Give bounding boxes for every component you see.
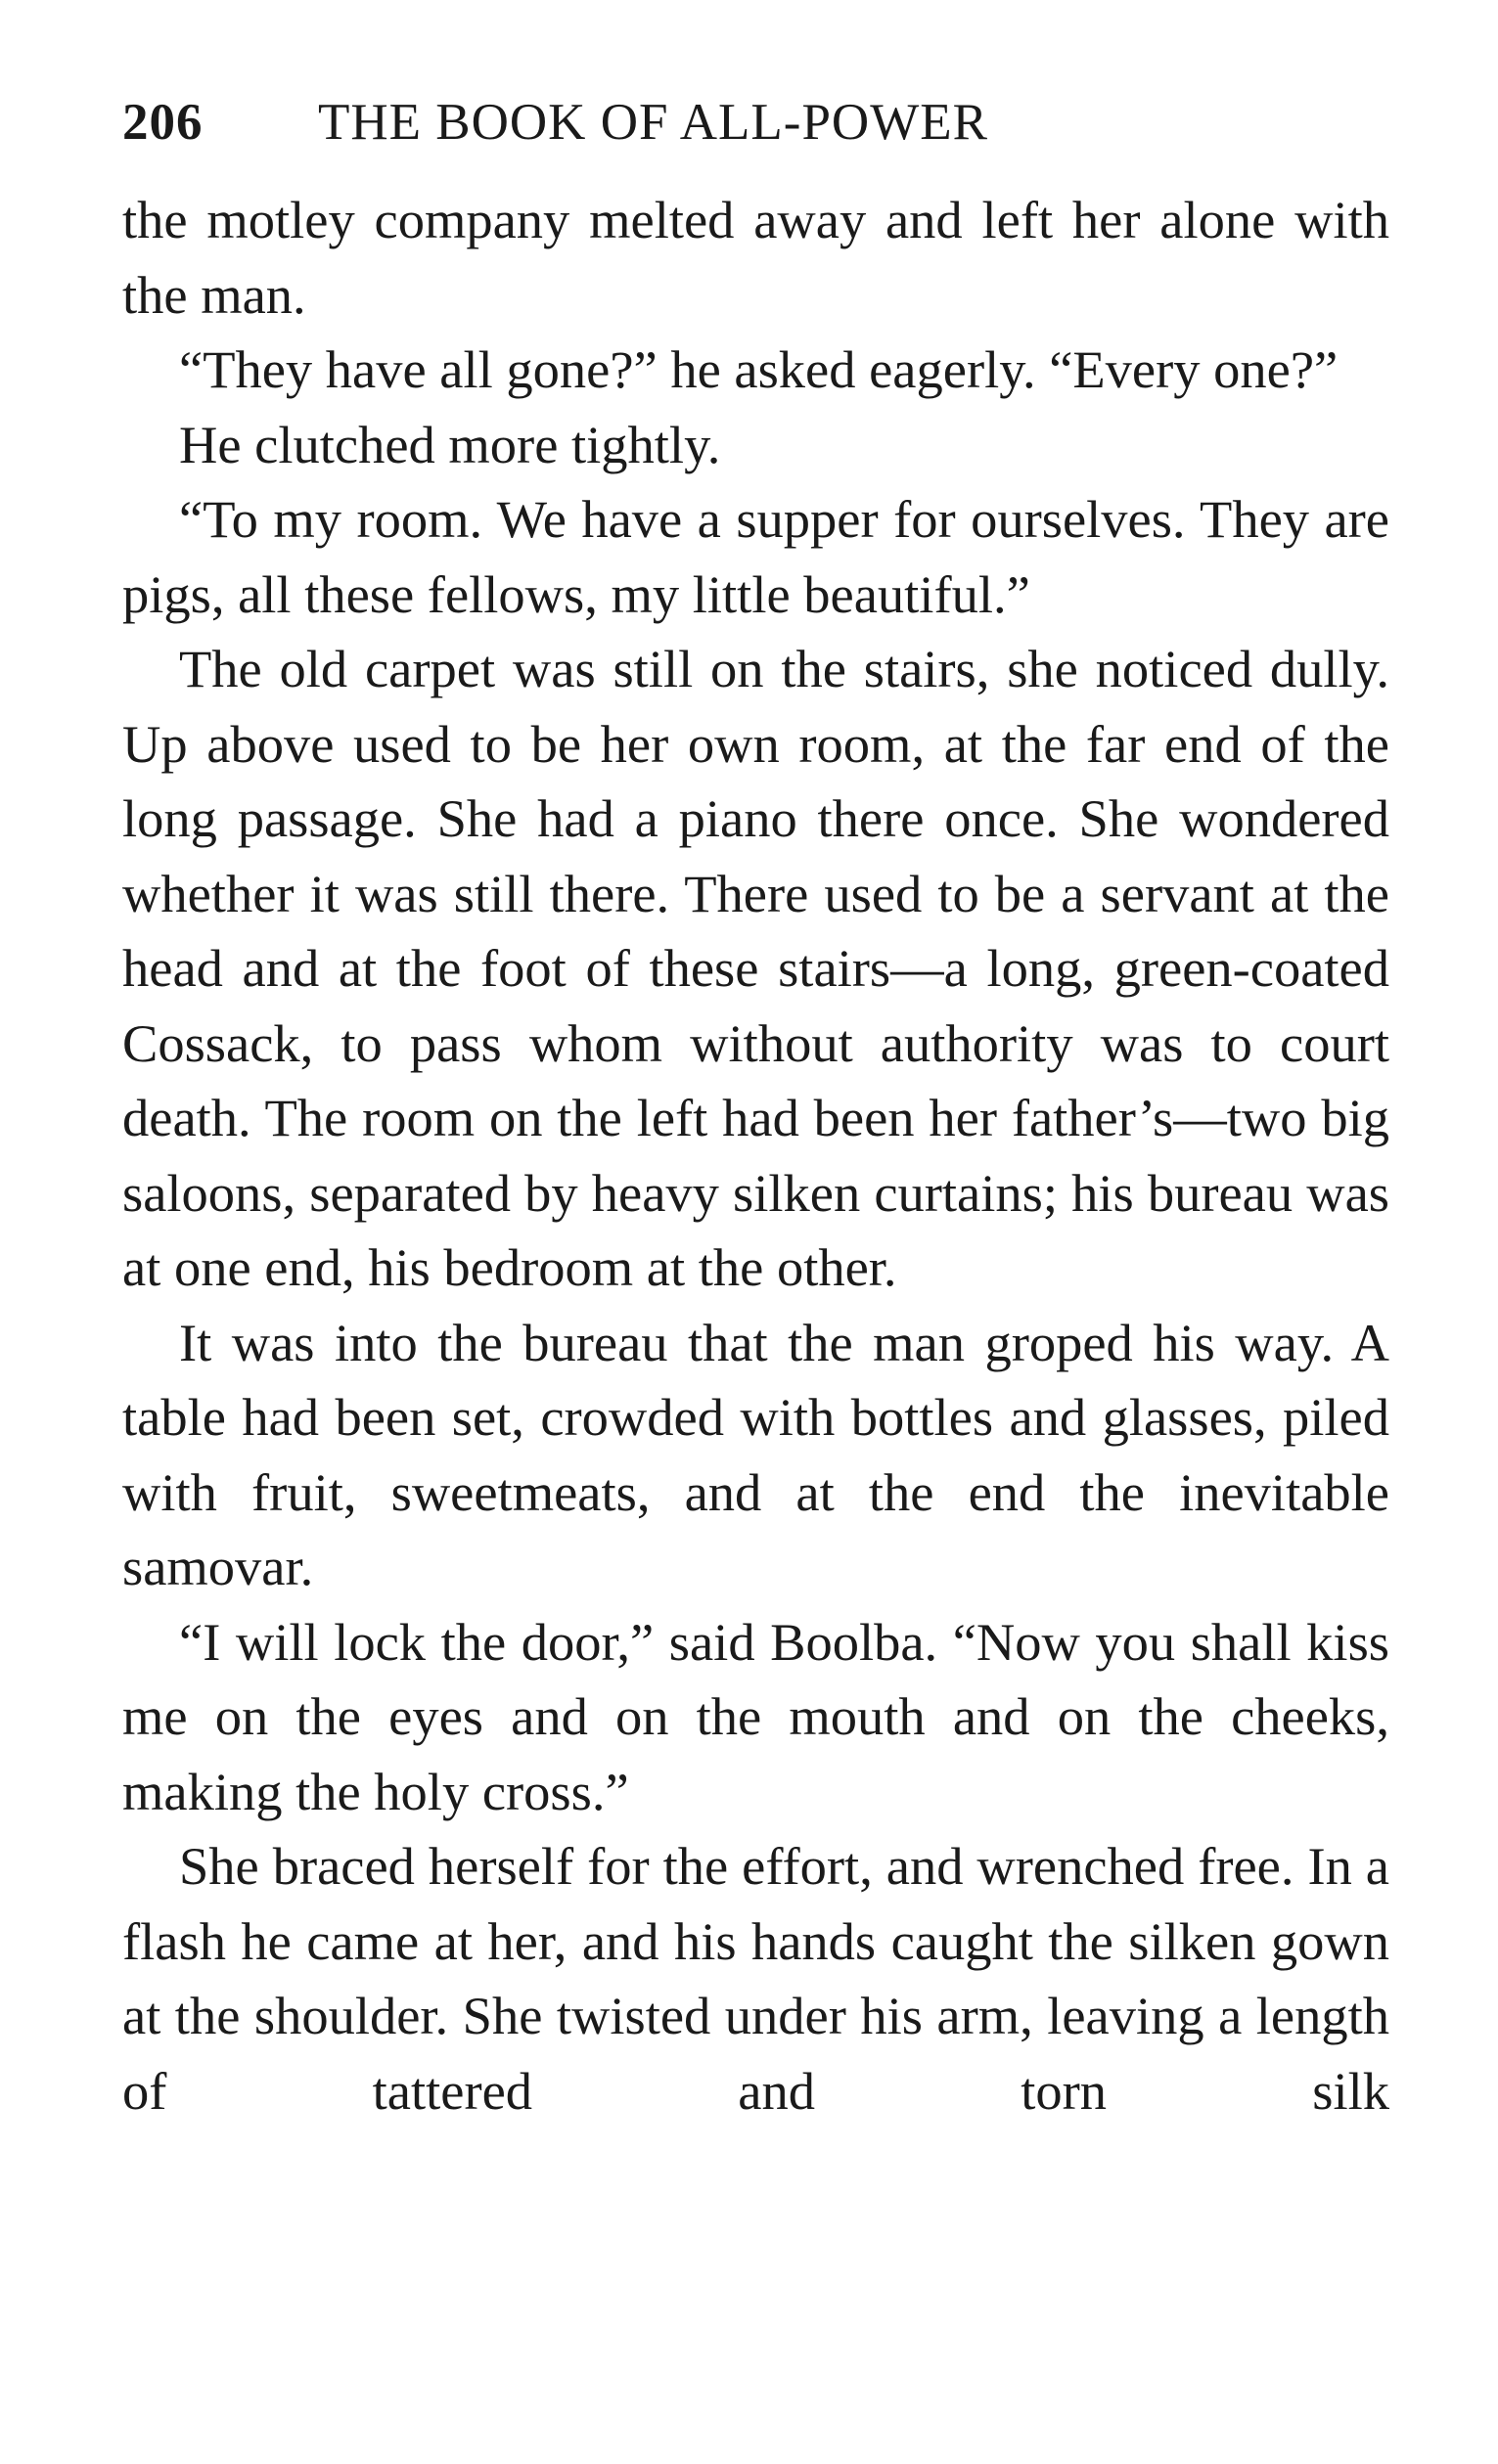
paragraph-2: “They have all gone?” he asked eagerly. “Every one?” <box>179 339 1339 399</box>
paragraph-7: “I will lock the door,” said Boolba. “Now you shall kiss me on the eyes and on the mouth and on the cheeks, making the holy cross.” <box>122 1611 1389 1821</box>
running-title: THE BOOK OF ALL-POWER <box>318 94 988 151</box>
body-text <box>122 183 1389 2128</box>
book-page <box>122 93 1389 2128</box>
paragraph-4: “To my room. We have a supper for ourselves. They are pigs, all these fellows, my little beautiful.” <box>122 489 1389 624</box>
paragraph-3: He clutched more tightly. <box>179 414 721 474</box>
paragraph-1: the motley company melted away and left her alone with the man. <box>122 190 1389 325</box>
paragraph-5: The old carpet was still on the stairs, she noticed dully. Up above used to be her own room, at the far end of the long passage. She had a piano there once. She wondered whether it was still there. There used to be a servant at the head and at the foot of these stairs—a long, green-coated Cossack, to pass whom without authority was to court death. The room on the left had been her father’s—two big saloons, separated by heavy silken curtains; his bureau was at one end, his bedroom at the other. <box>122 639 1389 1297</box>
paragraph-8: She braced herself for the effort, and wrenched free. In a flash he came at her, and his hands caught the silken gown at the shoulder. She twisted under his arm, leaving a length of tattered and torn silk <box>122 1836 1389 2121</box>
running-head <box>122 93 1389 183</box>
page-number: 206 <box>122 94 204 151</box>
paragraph-6: It was into the bureau that the man groped his way. A table had been set, crowded with bottles and glasses, piled with fruit, sweetmeats, and at the end the inevitable samovar. <box>122 1312 1389 1596</box>
